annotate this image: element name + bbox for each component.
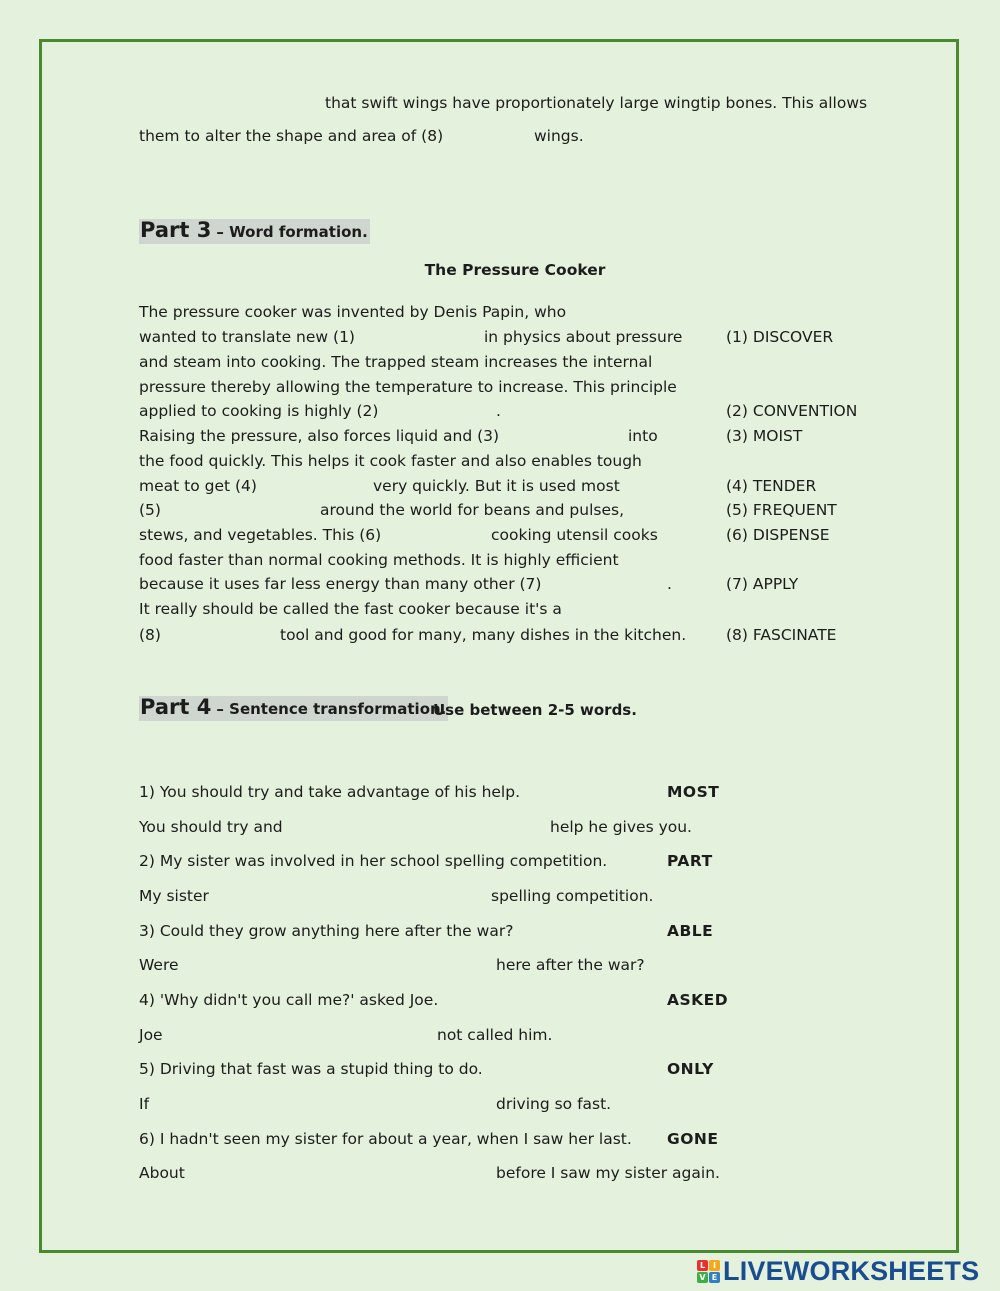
liveworksheets-logo-text: LIVEWORKSHEETS <box>723 1255 980 1286</box>
logo-mark-letter: E <box>709 1272 720 1283</box>
transformation-start: About <box>139 1164 185 1182</box>
transformation-start: Joe <box>139 1026 163 1044</box>
word-formation-keyword: (2) CONVENTION <box>726 402 858 420</box>
part3-text-line: very quickly. But it is used most <box>373 477 620 495</box>
part3-text-line: tool and good for many, many dishes in the kitchen. <box>280 626 687 644</box>
transformation-keyword: ASKED <box>667 991 729 1009</box>
word-formation-keyword: (8) FASCINATE <box>726 626 837 644</box>
transformation-keyword: MOST <box>667 783 720 801</box>
transformation-end: here after the war? <box>496 956 645 974</box>
word-formation-keyword: (3) MOIST <box>726 427 803 445</box>
liveworksheets-logo-icon <box>697 1260 720 1283</box>
logo-mark-letter: V <box>697 1272 708 1283</box>
transformation-start: Were <box>139 956 179 974</box>
transformation-keyword: PART <box>667 852 713 870</box>
part3-heading <box>139 219 370 244</box>
part3-text-line: cooking utensil cooks <box>491 526 658 544</box>
part2-text-line: that swift wings have proportionately large wingtip bones. This allows <box>325 94 868 112</box>
word-formation-keyword: (4) TENDER <box>726 477 817 495</box>
part3-text-line: the food quickly. This helps it cook faster and also enables tough <box>139 452 642 470</box>
part2-text-line: wings. <box>534 127 584 145</box>
part4-instruction: Use between 2-5 words. <box>433 701 637 719</box>
word-formation-keyword: (1) DISCOVER <box>726 328 834 346</box>
transformation-end: help he gives you. <box>550 818 692 836</box>
transformation-sentence: 5) Driving that fast was a stupid thing to do. <box>139 1060 483 1078</box>
part3-text-line: food faster than normal cooking methods. It is highly efficient <box>139 551 619 569</box>
part3-text-line: around the world for beans and pulses, <box>320 501 625 519</box>
logo-mark-letter: L <box>697 1260 708 1271</box>
part3-text-line: in physics about pressure <box>484 328 683 346</box>
part3-text-line: meat to get (4) <box>139 477 257 495</box>
transformation-end: not called him. <box>437 1026 553 1044</box>
part3-text-line: . <box>667 575 672 593</box>
transformation-keyword: ONLY <box>667 1060 714 1078</box>
transformation-start: You should try and <box>139 818 283 836</box>
part3-text-line: and steam into cooking. The trapped steam increases the internal <box>139 353 653 371</box>
transformation-sentence: 1) You should try and take advantage of his help. <box>139 783 520 801</box>
transformation-end: before I saw my sister again. <box>496 1164 720 1182</box>
transformation-keyword: GONE <box>667 1130 719 1148</box>
part3-text-line: It really should be called the fast cooker because it's a <box>139 600 562 618</box>
part4-heading <box>139 696 448 721</box>
part3-heading-number: Part 3 <box>140 218 212 242</box>
part4-heading-number: Part 4 <box>140 695 212 719</box>
word-formation-keyword: (6) DISPENSE <box>726 526 830 544</box>
transformation-end: driving so fast. <box>496 1095 612 1113</box>
transformation-sentence: 2) My sister was involved in her school spelling competition. <box>139 852 608 870</box>
transformation-sentence: 4) 'Why didn't you call me?' asked Joe. <box>139 991 439 1009</box>
transformation-start: My sister <box>139 887 209 905</box>
part3-text-line: (8) <box>139 626 161 644</box>
part3-text-line: pressure thereby allowing the temperature to increase. This principle <box>139 378 677 396</box>
transformation-sentence: 6) I hadn't seen my sister for about a year, when I saw her last. <box>139 1130 632 1148</box>
transformation-end: spelling competition. <box>491 887 654 905</box>
part3-text-line: Raising the pressure, also forces liquid and (3) <box>139 427 500 445</box>
word-formation-keyword: (5) FREQUENT <box>726 501 837 519</box>
part3-text-line: into <box>628 427 658 445</box>
liveworksheets-logo[interactable] <box>697 1257 979 1285</box>
part2-text-line: them to alter the shape and area of (8) <box>139 127 444 145</box>
transformation-sentence: 3) Could they grow anything here after the war? <box>139 922 514 940</box>
part3-title: The Pressure Cooker <box>424 261 606 279</box>
part3-text-line: . <box>496 402 501 420</box>
word-formation-keyword: (7) APPLY <box>726 575 799 593</box>
part3-heading-label: – Word formation. <box>216 223 368 241</box>
transformation-start: If <box>139 1095 150 1113</box>
part3-text-line: The pressure cooker was invented by Denis Papin, who <box>139 303 567 321</box>
transformation-keyword: ABLE <box>667 922 714 940</box>
part3-text-line: because it uses far less energy than many other (7) <box>139 575 542 593</box>
part3-text-line: wanted to translate new (1) <box>139 328 355 346</box>
part3-text-line: (5) <box>139 501 161 519</box>
logo-mark-letter: I <box>709 1260 720 1271</box>
part4-heading-label: – Sentence transformation. <box>216 700 447 718</box>
part3-text-line: stews, and vegetables. This (6) <box>139 526 382 544</box>
part3-text-line: applied to cooking is highly (2) <box>139 402 379 420</box>
